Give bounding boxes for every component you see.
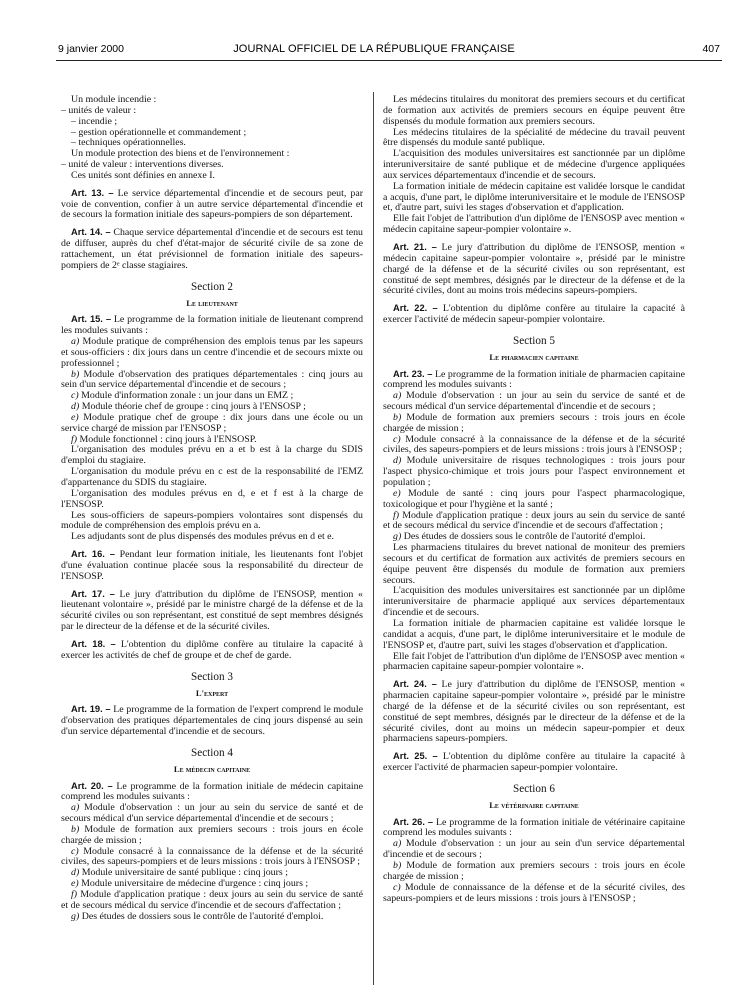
list-item: a) Module d'observation : un jour au sein du service de santé et de secours médical d'un service départemental d'incendie et de secours ;	[61, 802, 363, 825]
article-13: Art. 13. – Le service départemental d'incendie et de secours peut, par voie de convention, confier à un autre service départemental d'incendie et de secours la formation initiale des sapeurs-pompiers de son département.	[61, 187, 363, 221]
paragraph: L'acquisition des modules universitaires est sanctionnée par un diplôme interuniversitaire de santé publique et de médecine d'urgence appliquées aux services départementaux d'incendie et de secours.	[383, 148, 685, 181]
right-column	[383, 95, 685, 904]
paragraph: Les sous-officiers de sapeurs-pompiers volontaires sont dispensés du module de compréhension des emplois prévu en a.	[61, 509, 363, 532]
list-item: d) Module théorie chef de groupe : cinq jours à l'ENSOSP ;	[71, 401, 306, 413]
list-item: d) Module universitaire de santé publique : cinq jours ;	[71, 867, 288, 879]
paragraph: La formation initiale de médecin capitaine est validée lorsque le candidat a acquis, d'une part, le diplôme interuniversitaire et le module de l'ENSOSP et, d'autre part, suivi les stages d'observation et d'application.	[383, 180, 685, 214]
article-17: Art. 17. – Le jury d'attribution du diplôme de l'ENSOSP, mention « lieutenant volontaire », présidé par le ministre chargé de la défense et de la sécurité civiles ou son représentant, est constitué de sept membres désignés par le directeur de la défense et de la sécurité civiles.	[61, 588, 363, 633]
header-rule	[56, 60, 722, 61]
section-heading: Section 5	[513, 334, 555, 347]
paragraph: Elle fait l'objet de l'attribution d'un diplôme de l'ENSOSP avec mention « médecin capitaine sapeur-pompier volontaire ».	[383, 213, 685, 236]
paragraph: Un module protection des biens et de l'environnement :	[71, 148, 290, 160]
section-subtitle: L'expert	[195, 687, 229, 698]
section-heading: Section 2	[191, 280, 233, 293]
paragraph: Ces unités sont définies en annexe I.	[71, 169, 215, 181]
section-subtitle: Le vétérinaire capitaine	[489, 799, 579, 810]
article-label: Art. 21. –	[393, 241, 437, 252]
article-26: Art. 26. – Le programme de la formation initiale de vétérinaire capitaine comprend les modules suivants :	[383, 816, 685, 839]
list-item: a) Module pratique de compréhension des emplois tenus par les sapeurs et sous-officiers : dix jours dans un centre d'incendie et de secours mixte ou professionnel ;	[61, 336, 363, 369]
article-label: Art. 17. –	[71, 588, 115, 599]
list-item: g) Des études de dossiers sous le contrôle de l'autorité d'emploi.	[393, 531, 646, 543]
list-item: a) Module d'observation : un jour au sein du service de santé et de secours médical d'un service départemental d'incendie et de secours ;	[383, 390, 685, 413]
list-item: b) Module de formation aux premiers secours : trois jours en école chargée de mission ;	[383, 411, 685, 434]
list-item: b) Module de formation aux premiers secours : trois jours en école chargée de mission ;	[61, 823, 363, 846]
paragraph: – unité de valeur : interventions diverses.	[61, 159, 224, 171]
section-heading: Section 4	[191, 746, 233, 759]
left-column	[61, 95, 363, 923]
paragraph: Les médecins titulaires de la spécialité de médecine du travail peuvent être dispensés du module santé publique.	[383, 126, 685, 149]
article-label: Art. 15. –	[71, 314, 112, 325]
list-item: f) Module d'application pratique : deux jours au sein du service de santé et de secours médical du service d'incendie et de secours d'affectation ;	[61, 889, 363, 911]
column-divider	[373, 92, 374, 985]
article-23: Art. 23. – Le programme de la formation initiale de pharmacien capitaine comprend les modules suivants :	[383, 368, 685, 391]
article-18: Art. 18. – L'obtention du diplôme confère au titulaire la capacité à exercer les activités de chef de groupe et de chef de garde.	[61, 638, 363, 661]
paragraph: – techniques opérationnelles.	[71, 137, 186, 149]
list-item: c) Module de connaissance de la défense et de la sécurité civiles, des sapeurs-pompiers et de leurs missions : trois jours à l'ENSOSP ;	[383, 881, 685, 904]
section-subtitle: Le médecin capitaine	[173, 763, 251, 774]
article-label: Art. 25. –	[393, 751, 438, 762]
list-item: b) Module d'observation des pratiques départementales : cinq jours au sein d'un service départemental d'incendie et de secours ;	[61, 368, 363, 391]
list-item: c) Module consacré à la connaissance de la défense et de la sécurité civiles, des sapeurs-pompiers et de leurs missions : trois jours à l'ENSOSP ;	[383, 433, 685, 456]
article-24: Art. 24. – Le jury d'attribution du diplôme de l'ENSOSP, mention « pharmacien capitaine sapeur-pompier volontaire », présidé par le ministre chargé de la défense et de la sécurité civiles ou son représentant, est constitué de sept membres, désignés par le directeur de la défense et de la sécurité civiles, dont au moins un médecin sapeur-pompier et deux pharmaciens sapeurs-pompiers.	[383, 679, 685, 745]
article-label: Art. 14. –	[71, 227, 111, 238]
paragraph: – unités de valeur :	[61, 104, 137, 116]
article-label: Art. 24. –	[393, 679, 437, 690]
page-number: 407	[702, 43, 720, 55]
article-19: Art. 19. – Le programme de la formation de l'expert comprend le module d'observation des pratiques départementales de cinq jours dispensé au sein d'un service départemental d'incendie et de secours.	[61, 704, 363, 738]
paragraph: – incendie ;	[71, 115, 118, 127]
paragraph: Les médecins titulaires du monitorat des premiers secours et du certificat de formation aux activités de premiers secours en équipe peuvent être dispensés du module formation aux premiers secours.	[383, 94, 685, 127]
article-16: Art. 16. – Pendant leur formation initiale, les lieutenants font l'objet d'une évaluation continue placée sous la responsabilité du directeur de l'ENSOSP.	[61, 549, 363, 582]
article-label: Art. 22. –	[393, 303, 438, 314]
article-15: Art. 15. – Le programme de la formation initiale de lieutenant comprend les modules suivants :	[61, 314, 364, 337]
section-heading: Section 6	[513, 782, 555, 795]
list-item: e) Module universitaire de médecine d'urgence : cinq jours ;	[71, 878, 309, 890]
article-25: Art. 25. – L'obtention du diplôme confère au titulaire la capacité à exercer l'activité de pharmacien sapeur-pompier volontaire.	[383, 751, 685, 774]
article-22: Art. 22. – L'obtention du diplôme confère au titulaire la capacité à exercer l'activité de médecin sapeur-pompier volontaire.	[383, 303, 685, 326]
section-heading: Section 3	[191, 670, 233, 683]
header-title: JOURNAL OFFICIEL DE LA RÉPUBLIQUE FRANÇAISE	[233, 43, 515, 55]
list-item: c) Module consacré à la connaissance de la défense et de la sécurité civiles, des sapeurs-pompiers et de leurs missions : trois jours à l'ENSOSP ;	[61, 845, 363, 868]
article-label: Art. 16. –	[71, 549, 115, 560]
article-21: Art. 21. – Le jury d'attribution du diplôme de l'ENSOSP, mention « médecin capitaine sapeur-pompier volontaire », présidé par le ministre chargé de la défense et de la sécurité civiles ou son représentant, est constitué de sept membres, désignés par le directeur de la défense et de la sécurité civiles, dont au moins trois médecins sapeurs-pompiers.	[383, 241, 685, 297]
paragraph: Les pharmaciens titulaires du brevet national de moniteur des premiers secours et du certificat de formation aux activités de premiers secours en équipe peuvent être dispensés du module de formation aux premiers secours.	[383, 542, 685, 586]
list-item: e) Module de santé : cinq jours pour l'aspect pharmacologique, toxicologique et pour l'hygiène et la santé ;	[383, 487, 685, 510]
section-subtitle: Le pharmacien capitaine	[489, 351, 579, 362]
article-label: Art. 23. –	[393, 368, 433, 379]
section-subtitle: Le lieutenant	[186, 297, 238, 308]
list-item: a) Module d'observation : un jour au sein d'un service départemental d'incendie et de secours ;	[383, 838, 685, 861]
paragraph: L'organisation des modules prévus en d, e et f est à la charge de l'ENSOSP.	[61, 487, 363, 510]
paragraph: Un module incendie :	[71, 94, 157, 105]
paragraph: L'organisation du module prévu en c est de la responsabilité de l'EMZ d'appartenance du SDIS du stagiaire.	[61, 466, 363, 488]
article-label: Art. 26. –	[393, 816, 434, 827]
list-item: f) Module fonctionnel : cinq jours à l'ENSOSP.	[71, 433, 257, 445]
list-item: c) Module d'information zonale : un jour dans un EMZ ;	[71, 390, 294, 402]
paragraph: L'acquisition des modules universitaires est sanctionnée par un diplôme interuniversitaire de pharmacie appliqué aux services départementaux d'incendie et de secours.	[383, 585, 685, 619]
paragraph: – gestion opérationnelle et commandement ;	[71, 126, 247, 138]
paragraph: L'organisation des modules prévu en a et b est à la charge du SDIS d'emploi du stagiaire.	[61, 444, 363, 467]
article-14: Art. 14. – Chaque service départemental d'incendie et de secours est tenu de diffuser, auprès du chef d'état-major de sécurité civile de sa zone de rattachement, un état prévisionnel de formation initiale des sapeurs-pompiers de 2ᵉ classe stagiaires.	[61, 227, 363, 271]
list-item: f) Module d'application pratique : deux jours au sein du service de santé et de secours médical du service d'incendie et de secours d'affectation ;	[383, 509, 685, 532]
list-item: b) Module de formation aux premiers secours : trois jours en école chargée de mission ;	[383, 860, 685, 882]
article-label: Art. 13. –	[71, 187, 114, 198]
list-item: g) Des études de dossiers sous le contrôle de l'autorité d'emploi.	[71, 910, 324, 922]
list-item: e) Module pratique chef de groupe : dix jours dans une école ou un service chargé de mission par l'ENSOSP ;	[61, 411, 363, 434]
article-label: Art. 18. –	[71, 638, 116, 649]
list-item: d) Module universitaire de risques technologiques : trois jours pour l'aspect physico-chimique et trois jours pour l'aspect environnement et population ;	[383, 455, 685, 488]
article-20: Art. 20. – Le programme de la formation initiale de médecin capitaine comprend les modules suivants :	[61, 780, 363, 803]
header-date: 9 janvier 2000	[58, 43, 124, 55]
paragraph: La formation initiale de pharmacien capitaine est validée lorsque le candidat a acquis, d'une part, le diplôme interuniversitaire et le module de l'ENSOSP et, d'autre part, suivi les stages d'observation et d'application.	[383, 617, 685, 651]
article-label: Art. 20. –	[71, 780, 113, 791]
article-label: Art. 19. –	[71, 704, 111, 715]
paragraph: Les adjudants sont de plus dispensés des modules prévus en d et e.	[71, 531, 335, 543]
paragraph: Elle fait l'objet de l'attribution d'un diplôme de l'ENSOSP avec mention « pharmacien capitaine sapeur-pompier volontaire ».	[383, 650, 685, 673]
